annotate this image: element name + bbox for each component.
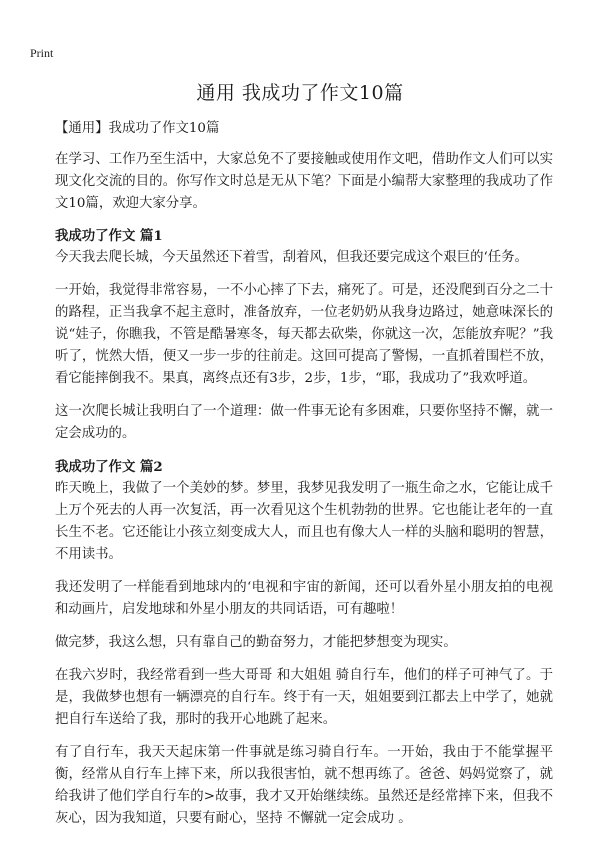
- section-heading: 我成功了作文 篇1: [55, 228, 163, 244]
- section-1: [55, 225, 553, 445]
- section-2: [55, 456, 553, 830]
- article-body: [55, 118, 553, 841]
- paragraph: 这一次爬长城让我明白了一个道理：做一件事无论有多困难，只要你坚持不懈，就一定会成功的。: [55, 404, 553, 441]
- section-heading: 我成功了作文 篇2: [55, 459, 163, 475]
- page-title: 通用 我成功了作文10篇: [196, 82, 404, 104]
- article-subtitle: 【通用】我成功了作文10篇: [55, 121, 220, 136]
- paragraph: 做完梦，我这么想，只有靠自己的勤奋努力，才能把梦想变为现实。: [55, 635, 457, 650]
- paragraph: 今天我去爬长城，今天虽然还下着雪，刮着风，但我还要完成这个艰巨的‘任务。: [55, 250, 528, 265]
- paragraph: 昨天晚上，我做了一个美妙的梦。梦里，我梦见我发明了一瓶生命之水，它能让成千上万个死去的人再一次复活，再一次看见这个生机勃勃的世界。它也能让老年的一直长生不老。它还能让小孩立刻变成大人，而且也有像大人一样的头脑和聪明的智慧，不用读书。: [55, 481, 553, 562]
- paragraph: 我还发明了一样能看到地球内的‘电视和宇宙的新闻，还可以看外星小朋友拍的电视和动画片，启发地球和外星小朋友的共同话语，可有趣啦！: [55, 580, 553, 617]
- print-link[interactable]: Print: [30, 46, 54, 60]
- intro-paragraph: 在学习、工作乃至生活中，大家总免不了要接触或使用作文吧，借助作文人们可以实现文化交流的目的。你写作文时总是无从下笔？下面是小编帮大家整理的我成功了作文10篇，欢迎大家分享。: [55, 152, 553, 211]
- paragraph: 有了自行车，我天天起床第一件事就是练习骑自行车。一开始，我由于不能掌握平衡，经常从自行车上摔下来，所以我很害怕，就不想再练了。爸爸、妈妈觉察了，就给我讲了他们学自行车的>故事，我才又开始继续练。虽然还是经常摔下来，但我不灰心，因为我知道，只要有耐心，坚持 不懈就一定会成功 。: [55, 745, 553, 826]
- paragraph: 在我六岁时，我经常看到一些大哥哥 和大姐姐 骑自行车，他们的样子可神气了。于是，我做梦也想有一辆漂亮的自行车。终于有一天，姐姐要到江都去上中学了，她就把自行车送给了我，那时的我开心地跳了起来。: [55, 668, 553, 727]
- paragraph: 一开始，我觉得非常容易，一不小心摔了下去，痛死了。可是，还没爬到百分之二十的路程，正当我拿不起主意时，准备放弃，一位老奶奶从我身边路过，她意味深长的说“娃子，你瞧我，不管是酷暑寒冬，每天都去砍柴，你就这一次，怎能放弃呢？”我听了，恍然大悟，便又一步一步的往前走。这回可提高了警惕，一直抓着围栏不放，看它能摔倒我不。果真，离终点还有3步，2步，1步，“耶，我成功了”我欢呼道。: [55, 283, 553, 386]
